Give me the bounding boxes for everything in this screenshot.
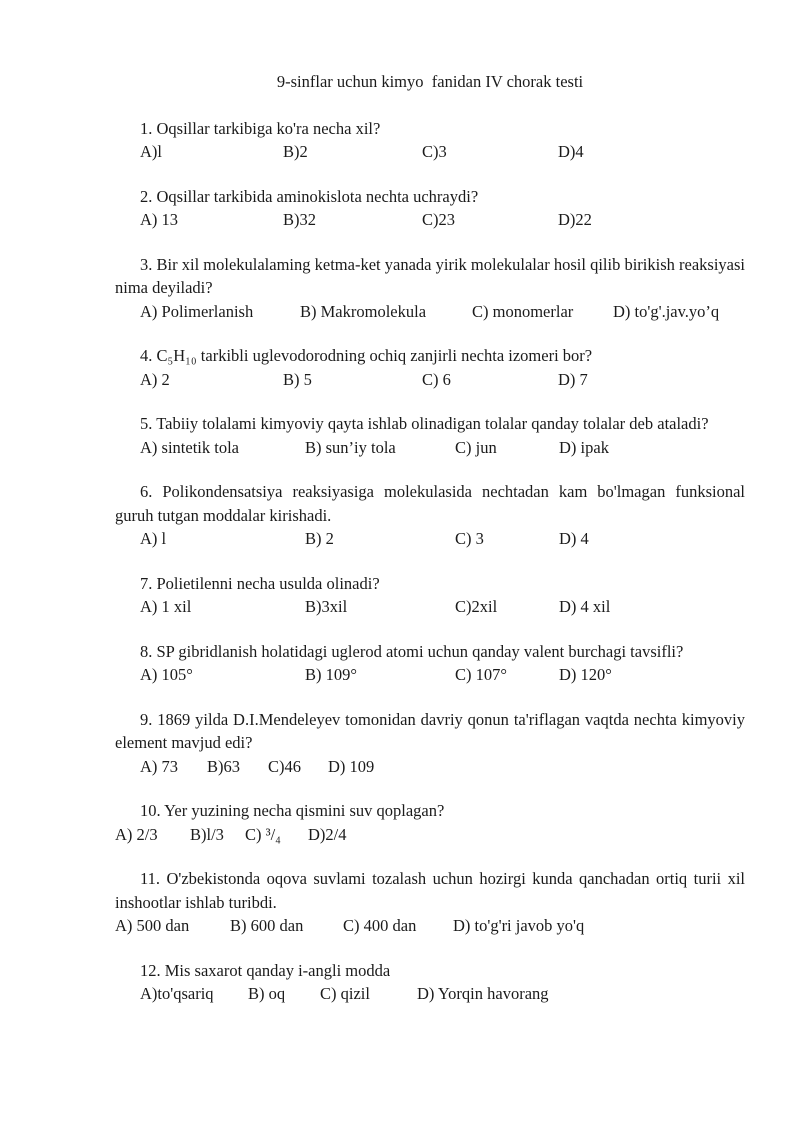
question-block	[115, 708, 750, 779]
option-b: B) 2	[305, 529, 334, 548]
option-c: C)46	[268, 756, 301, 776]
questions-list	[115, 117, 750, 1006]
option-b: B)2	[283, 142, 308, 161]
option-c: C) monomerlar	[472, 301, 574, 321]
question-text: 6. Polikondensatsiya reaksiyasiga molekulasida nechtadan kam bo'lmagan funksional guruh tutgan moddalar kirishadi.	[115, 482, 750, 525]
question-text: 2. Oqsillar tarkibida aminokislota nechta uchraydi?	[140, 186, 479, 206]
question-text: 5. Tabiiy tolalami kimyoviy qayta ishlab olinadigan tolalar qanday tolalar deb ataladi?	[140, 414, 709, 433]
question-text: 10. Yer yuzining necha qismini suv qoplagan?	[140, 801, 445, 820]
option-d: D) to'g'.jav.yo’q	[613, 301, 720, 321]
option-a: A) Polimerlanish	[140, 301, 254, 321]
question-block	[115, 640, 745, 687]
option-c: C)3	[422, 142, 447, 161]
option-a: A) 1 xil	[140, 597, 192, 616]
option-b: B) sun’iy tola	[305, 437, 396, 457]
question-block	[115, 344, 745, 391]
option-a: A) 2/3	[115, 824, 158, 844]
option-a: A) 2	[140, 369, 170, 389]
question-block	[115, 959, 745, 1006]
options-row	[115, 663, 745, 687]
question-block	[115, 480, 750, 551]
question-block	[115, 253, 750, 324]
option-b: B)63	[207, 756, 240, 776]
option-a: A) 73	[140, 756, 179, 776]
option-c: C)2xil	[455, 597, 498, 616]
option-b: B)l/3	[190, 824, 224, 844]
question-block	[115, 412, 745, 459]
option-a: A) l	[140, 529, 167, 548]
options-row	[115, 982, 745, 1006]
option-c: C)23	[422, 210, 455, 229]
question-text: 11. O'zbekistonda oqova suvlami tozalash uchun hozirgi kunda qanchadan ortiq turii xil inshootlar ishlab turibdi.	[115, 869, 750, 912]
option-d: D)2/4	[308, 824, 347, 844]
option-c: C) 400 dan	[343, 916, 417, 935]
option-d: D) 120°	[559, 665, 612, 684]
question-block	[115, 572, 745, 619]
options-row	[115, 300, 745, 324]
options-row	[115, 595, 745, 619]
option-c: C) 6	[422, 369, 451, 389]
option-a: A) sintetik tola	[140, 437, 239, 457]
option-d: D) to'g'ri javob yo'q	[453, 916, 585, 935]
options-row	[115, 823, 745, 847]
options-row	[115, 527, 745, 551]
option-b: B) 600 dan	[230, 916, 304, 935]
option-a: A) 500 dan	[115, 916, 190, 935]
option-c: C) ³/₄	[245, 824, 281, 844]
question-text: 9. 1869 yilda D.I.Mendeleyev tomonidan davriy qonun ta'riflagan vaqtda nechta kimyoviy element mavjud edi?	[115, 709, 750, 752]
question-text: 4. C₅H₁₀ tarkibli uglevodorodning ochiq zanjirli nechta izomeri bor?	[140, 346, 593, 365]
option-a: A)to'qsariq	[140, 984, 214, 1003]
option-c: C) jun	[455, 437, 497, 457]
option-d: D) 7	[558, 369, 588, 389]
option-c: C) 3	[455, 529, 484, 548]
option-d: D)4	[558, 142, 584, 161]
option-a: A) 13	[140, 210, 179, 229]
options-row	[115, 436, 745, 460]
option-a: A)l	[140, 142, 162, 161]
option-c: C) 107°	[455, 665, 507, 684]
question-block	[115, 867, 750, 938]
option-a: A) 105°	[140, 665, 193, 684]
question-text: 8. SP gibridlanish holatidagi uglerod atomi uchun qanday valent burchagi tavsifli?	[140, 641, 684, 661]
question-block	[115, 799, 745, 846]
options-row	[115, 368, 745, 392]
option-c: C) qizil	[320, 984, 370, 1003]
question-text: 1. Oqsillar tarkibiga ko'ra necha xil?	[140, 118, 381, 138]
option-b: B)3xil	[305, 597, 348, 616]
options-row	[115, 208, 745, 232]
options-row	[115, 755, 745, 779]
option-b: B)32	[283, 210, 316, 229]
options-row	[115, 914, 745, 938]
option-d: D)22	[558, 210, 592, 229]
document-title: 9-sinflar uchun kimyo fanidan IV chorak testi	[276, 72, 584, 91]
options-row	[115, 140, 745, 164]
question-text: 12. Mis saxarot qanday i-angli modda	[140, 960, 391, 980]
option-d: D) 109	[328, 756, 375, 776]
question-block	[115, 185, 745, 232]
option-b: B) 109°	[305, 665, 357, 684]
option-b: B) 5	[283, 369, 312, 389]
option-b: B) oq	[248, 984, 286, 1003]
question-text: 3. Bir xil molekulalaming ketma-ket yanada yirik molekulalar hosil qilib birikish reaksiyasi nima deyiladi?	[115, 254, 750, 297]
option-d: D) Yorqin havorang	[417, 984, 549, 1003]
option-d: D) ipak	[559, 437, 609, 457]
option-d: D) 4	[559, 529, 589, 548]
option-b: B) Makromolekula	[300, 301, 427, 321]
option-d: D) 4 xil	[559, 597, 611, 616]
question-block	[115, 117, 745, 164]
question-text: 7. Polietilenni necha usulda olinadi?	[140, 573, 380, 593]
